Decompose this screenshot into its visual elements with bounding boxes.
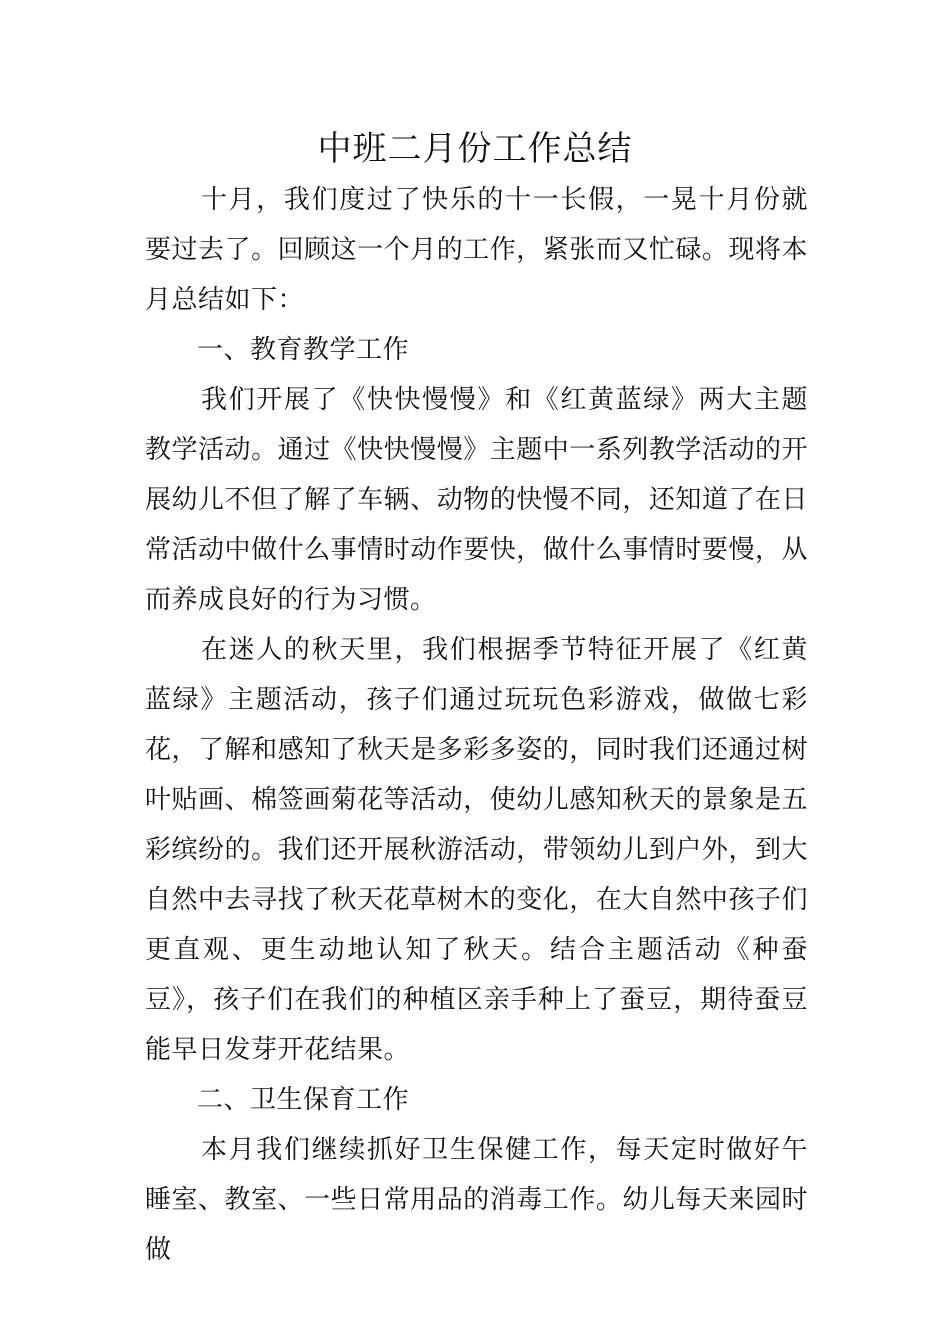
education-paragraph-1: 我们开展了《快快慢慢》和《红黄蓝绿》两大主题教学活动。通过《快快慢慢》主题中一系列教学活动的开展幼儿不但了解了车辆、动物的快慢不同，还知道了在日常活动中做什么事情时动作要快，做什么事情时要慢，从而养成良好的行为习惯。 <box>145 385 808 615</box>
section-heading-hygiene: 二、卫生保育工作 <box>197 1085 410 1115</box>
education-paragraph-2: 在迷人的秋天里，我们根据季节特征开展了《红黄蓝绿》主题活动，孩子们通过玩玩色彩游戏，做做七彩花，了解和感知了秋天是多彩多姿的，同时我们还通过树叶贴画、棉签画菊花等活动，使幼儿感知秋天的景象是五彩缤纷的。我们还开展秋游活动，带领幼儿到户外，到大自然中去寻找了秋天花草树木的变化，在大自然中孩子们更直观、更生动地认知了秋天。结合主题活动《种蚕豆》，孩子们在我们的种植区亲手种上了蚕豆，期待蚕豆能早日发芽开花结果。 <box>145 635 808 1065</box>
section-heading-education: 一、教育教学工作 <box>197 335 410 365</box>
intro-paragraph: 十月，我们度过了快乐的十一长假，一晃十月份就要过去了。回顾这一个月的工作，紧张而又忙碌。现将本月总结如下： <box>145 185 808 315</box>
hygiene-paragraph: 本月我们继续抓好卫生保健工作，每天定时做好午睡室、教室、一些日常用品的消毒工作。幼儿每天来园时做 <box>145 1135 808 1265</box>
document-title: 中班二月份工作总结 <box>317 129 633 169</box>
document-body <box>145 175 808 1275</box>
